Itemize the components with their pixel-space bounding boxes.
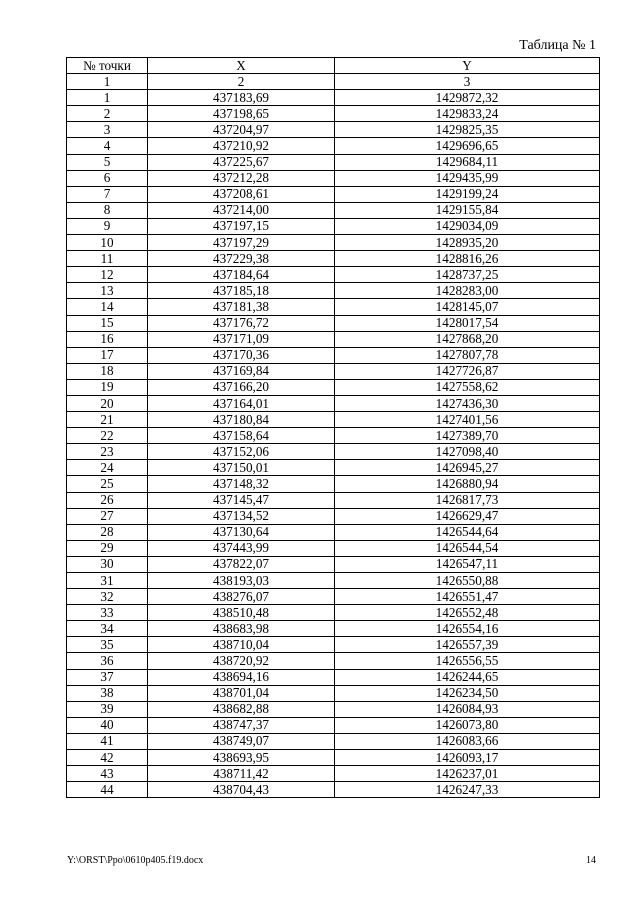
x-coordinate-cell: 437443,99 xyxy=(148,540,335,556)
column-header-y: Y xyxy=(335,58,600,74)
y-coordinate-cell: 1426629,47 xyxy=(335,508,600,524)
x-coordinate-cell: 438682,88 xyxy=(148,701,335,717)
table-row xyxy=(67,605,600,621)
table-row xyxy=(67,621,600,637)
page-number: 14 xyxy=(586,855,596,866)
x-coordinate-cell: 438276,07 xyxy=(148,589,335,605)
table-header-row xyxy=(67,58,600,74)
y-coordinate-cell: 1426556,55 xyxy=(335,653,600,669)
y-coordinate-cell: 1427098,40 xyxy=(335,444,600,460)
point-number-cell: 10 xyxy=(67,235,148,251)
point-number-cell: 21 xyxy=(67,412,148,428)
y-coordinate-cell: 1426945,27 xyxy=(335,460,600,476)
table-caption: Таблица № 1 xyxy=(519,38,596,53)
x-coordinate-cell: 438710,04 xyxy=(148,637,335,653)
table-row xyxy=(67,637,600,653)
x-coordinate-cell: 438193,03 xyxy=(148,573,335,589)
table-row xyxy=(67,379,600,395)
column-numbering-row xyxy=(67,74,600,90)
point-number-cell: 13 xyxy=(67,283,148,299)
y-coordinate-cell: 1426557,39 xyxy=(335,637,600,653)
table-row xyxy=(67,701,600,717)
x-coordinate-cell: 437204,97 xyxy=(148,122,335,138)
table-row xyxy=(67,331,600,347)
x-coordinate-cell: 437208,61 xyxy=(148,186,335,202)
point-number-cell: 29 xyxy=(67,540,148,556)
x-coordinate-cell: 437164,01 xyxy=(148,395,335,411)
point-number-cell: 17 xyxy=(67,347,148,363)
table-row xyxy=(67,492,600,508)
table-row xyxy=(67,170,600,186)
x-coordinate-cell: 437212,28 xyxy=(148,170,335,186)
x-coordinate-cell: 437134,52 xyxy=(148,508,335,524)
point-number-cell: 34 xyxy=(67,621,148,637)
y-coordinate-cell: 1428017,54 xyxy=(335,315,600,331)
document-path: Y:\ORST\Ppo\0610p405.f19.docx xyxy=(67,855,204,866)
point-number-cell: 42 xyxy=(67,750,148,766)
point-number-cell: 38 xyxy=(67,685,148,701)
x-coordinate-cell: 437152,06 xyxy=(148,444,335,460)
y-coordinate-cell: 1429684,11 xyxy=(335,154,600,170)
point-number-cell: 36 xyxy=(67,653,148,669)
point-number-cell: 41 xyxy=(67,733,148,749)
x-coordinate-cell: 438683,98 xyxy=(148,621,335,637)
table-row xyxy=(67,138,600,154)
x-coordinate-cell: 437229,38 xyxy=(148,251,335,267)
y-coordinate-cell: 1429833,24 xyxy=(335,106,600,122)
point-number-cell: 23 xyxy=(67,444,148,460)
point-number-cell: 28 xyxy=(67,524,148,540)
table-row xyxy=(67,476,600,492)
point-number-cell: 32 xyxy=(67,589,148,605)
point-number-cell: 5 xyxy=(67,154,148,170)
point-number-cell: 9 xyxy=(67,218,148,234)
x-coordinate-cell: 438747,37 xyxy=(148,717,335,733)
table-row xyxy=(67,251,600,267)
y-coordinate-cell: 1429034,09 xyxy=(335,218,600,234)
point-number-cell: 22 xyxy=(67,428,148,444)
table-row xyxy=(67,90,600,106)
y-coordinate-cell: 1426552,48 xyxy=(335,605,600,621)
y-coordinate-cell: 1426237,01 xyxy=(335,766,600,782)
table-row xyxy=(67,218,600,234)
column-number: 2 xyxy=(148,74,335,90)
x-coordinate-cell: 437184,64 xyxy=(148,267,335,283)
y-coordinate-cell: 1428737,25 xyxy=(335,267,600,283)
point-number-cell: 25 xyxy=(67,476,148,492)
table-row xyxy=(67,653,600,669)
point-number-cell: 24 xyxy=(67,460,148,476)
table-row xyxy=(67,202,600,218)
x-coordinate-cell: 437166,20 xyxy=(148,379,335,395)
y-coordinate-cell: 1429199,24 xyxy=(335,186,600,202)
column-header-point-number: № точки xyxy=(67,58,148,74)
point-number-cell: 8 xyxy=(67,202,148,218)
x-coordinate-cell: 437183,69 xyxy=(148,90,335,106)
y-coordinate-cell: 1427401,56 xyxy=(335,412,600,428)
point-number-cell: 26 xyxy=(67,492,148,508)
table-row xyxy=(67,508,600,524)
x-coordinate-cell: 437197,29 xyxy=(148,235,335,251)
table-row xyxy=(67,412,600,428)
x-coordinate-cell: 437822,07 xyxy=(148,556,335,572)
point-number-cell: 44 xyxy=(67,782,148,798)
x-coordinate-cell: 437197,15 xyxy=(148,218,335,234)
y-coordinate-cell: 1426084,93 xyxy=(335,701,600,717)
x-coordinate-cell: 437214,00 xyxy=(148,202,335,218)
x-coordinate-cell: 437185,18 xyxy=(148,283,335,299)
x-coordinate-cell: 437181,38 xyxy=(148,299,335,315)
table-row xyxy=(67,186,600,202)
point-number-cell: 18 xyxy=(67,363,148,379)
x-coordinate-cell: 438693,95 xyxy=(148,750,335,766)
y-coordinate-cell: 1426073,80 xyxy=(335,717,600,733)
table-row xyxy=(67,573,600,589)
y-coordinate-cell: 1426247,33 xyxy=(335,782,600,798)
y-coordinate-cell: 1426234,50 xyxy=(335,685,600,701)
x-coordinate-cell: 437148,32 xyxy=(148,476,335,492)
y-coordinate-cell: 1428816,26 xyxy=(335,251,600,267)
table-row xyxy=(67,556,600,572)
y-coordinate-cell: 1429435,99 xyxy=(335,170,600,186)
y-coordinate-cell: 1426554,16 xyxy=(335,621,600,637)
point-number-cell: 4 xyxy=(67,138,148,154)
point-number-cell: 15 xyxy=(67,315,148,331)
point-number-cell: 40 xyxy=(67,717,148,733)
point-number-cell: 6 xyxy=(67,170,148,186)
table-row xyxy=(67,750,600,766)
table-row xyxy=(67,283,600,299)
column-number: 3 xyxy=(335,74,600,90)
x-coordinate-cell: 437150,01 xyxy=(148,460,335,476)
x-coordinate-cell: 437169,84 xyxy=(148,363,335,379)
x-coordinate-cell: 437180,84 xyxy=(148,412,335,428)
point-number-cell: 27 xyxy=(67,508,148,524)
table-row xyxy=(67,524,600,540)
table-row xyxy=(67,267,600,283)
table-row xyxy=(67,106,600,122)
point-number-cell: 11 xyxy=(67,251,148,267)
table-row xyxy=(67,733,600,749)
point-number-cell: 35 xyxy=(67,637,148,653)
point-number-cell: 20 xyxy=(67,395,148,411)
x-coordinate-cell: 437158,64 xyxy=(148,428,335,444)
table-row xyxy=(67,395,600,411)
point-number-cell: 43 xyxy=(67,766,148,782)
y-coordinate-cell: 1426093,17 xyxy=(335,750,600,766)
y-coordinate-cell: 1429872,32 xyxy=(335,90,600,106)
y-coordinate-cell: 1427807,78 xyxy=(335,347,600,363)
point-number-cell: 30 xyxy=(67,556,148,572)
point-number-cell: 19 xyxy=(67,379,148,395)
x-coordinate-cell: 438720,92 xyxy=(148,653,335,669)
x-coordinate-cell: 437210,92 xyxy=(148,138,335,154)
x-coordinate-cell: 438749,07 xyxy=(148,733,335,749)
point-number-cell: 33 xyxy=(67,605,148,621)
y-coordinate-cell: 1428935,20 xyxy=(335,235,600,251)
table-row xyxy=(67,347,600,363)
y-coordinate-cell: 1428145,07 xyxy=(335,299,600,315)
x-coordinate-cell: 438694,16 xyxy=(148,669,335,685)
y-coordinate-cell: 1427389,70 xyxy=(335,428,600,444)
point-number-cell: 37 xyxy=(67,669,148,685)
table-row xyxy=(67,299,600,315)
table-row xyxy=(67,154,600,170)
point-number-cell: 2 xyxy=(67,106,148,122)
table-row xyxy=(67,766,600,782)
point-number-cell: 14 xyxy=(67,299,148,315)
coordinates-table xyxy=(66,57,600,798)
column-number: 1 xyxy=(67,74,148,90)
table-row xyxy=(67,589,600,605)
y-coordinate-cell: 1429155,84 xyxy=(335,202,600,218)
y-coordinate-cell: 1426550,88 xyxy=(335,573,600,589)
y-coordinate-cell: 1429696,65 xyxy=(335,138,600,154)
table-row xyxy=(67,782,600,798)
point-number-cell: 12 xyxy=(67,267,148,283)
table-row xyxy=(67,363,600,379)
x-coordinate-cell: 438510,48 xyxy=(148,605,335,621)
y-coordinate-cell: 1427558,62 xyxy=(335,379,600,395)
y-coordinate-cell: 1426817,73 xyxy=(335,492,600,508)
table-row xyxy=(67,122,600,138)
point-number-cell: 3 xyxy=(67,122,148,138)
point-number-cell: 7 xyxy=(67,186,148,202)
y-coordinate-cell: 1426880,94 xyxy=(335,476,600,492)
column-header-x: X xyxy=(148,58,335,74)
point-number-cell: 1 xyxy=(67,90,148,106)
table-row xyxy=(67,669,600,685)
table-row xyxy=(67,428,600,444)
table-row xyxy=(67,460,600,476)
x-coordinate-cell: 437171,09 xyxy=(148,331,335,347)
table-body xyxy=(67,90,600,798)
y-coordinate-cell: 1426544,54 xyxy=(335,540,600,556)
y-coordinate-cell: 1426547,11 xyxy=(335,556,600,572)
x-coordinate-cell: 437225,67 xyxy=(148,154,335,170)
point-number-cell: 39 xyxy=(67,701,148,717)
x-coordinate-cell: 437198,65 xyxy=(148,106,335,122)
y-coordinate-cell: 1428283,00 xyxy=(335,283,600,299)
table-row xyxy=(67,685,600,701)
point-number-cell: 16 xyxy=(67,331,148,347)
x-coordinate-cell: 438711,42 xyxy=(148,766,335,782)
y-coordinate-cell: 1427726,87 xyxy=(335,363,600,379)
table-row xyxy=(67,315,600,331)
y-coordinate-cell: 1427436,30 xyxy=(335,395,600,411)
y-coordinate-cell: 1426551,47 xyxy=(335,589,600,605)
y-coordinate-cell: 1426244,65 xyxy=(335,669,600,685)
x-coordinate-cell: 438704,43 xyxy=(148,782,335,798)
table-row xyxy=(67,444,600,460)
y-coordinate-cell: 1427868,20 xyxy=(335,331,600,347)
table-row xyxy=(67,540,600,556)
x-coordinate-cell: 437145,47 xyxy=(148,492,335,508)
y-coordinate-cell: 1426544,64 xyxy=(335,524,600,540)
point-number-cell: 31 xyxy=(67,573,148,589)
x-coordinate-cell: 438701,04 xyxy=(148,685,335,701)
table-row xyxy=(67,717,600,733)
y-coordinate-cell: 1429825,35 xyxy=(335,122,600,138)
table-row xyxy=(67,235,600,251)
x-coordinate-cell: 437170,36 xyxy=(148,347,335,363)
x-coordinate-cell: 437130,64 xyxy=(148,524,335,540)
x-coordinate-cell: 437176,72 xyxy=(148,315,335,331)
y-coordinate-cell: 1426083,66 xyxy=(335,733,600,749)
